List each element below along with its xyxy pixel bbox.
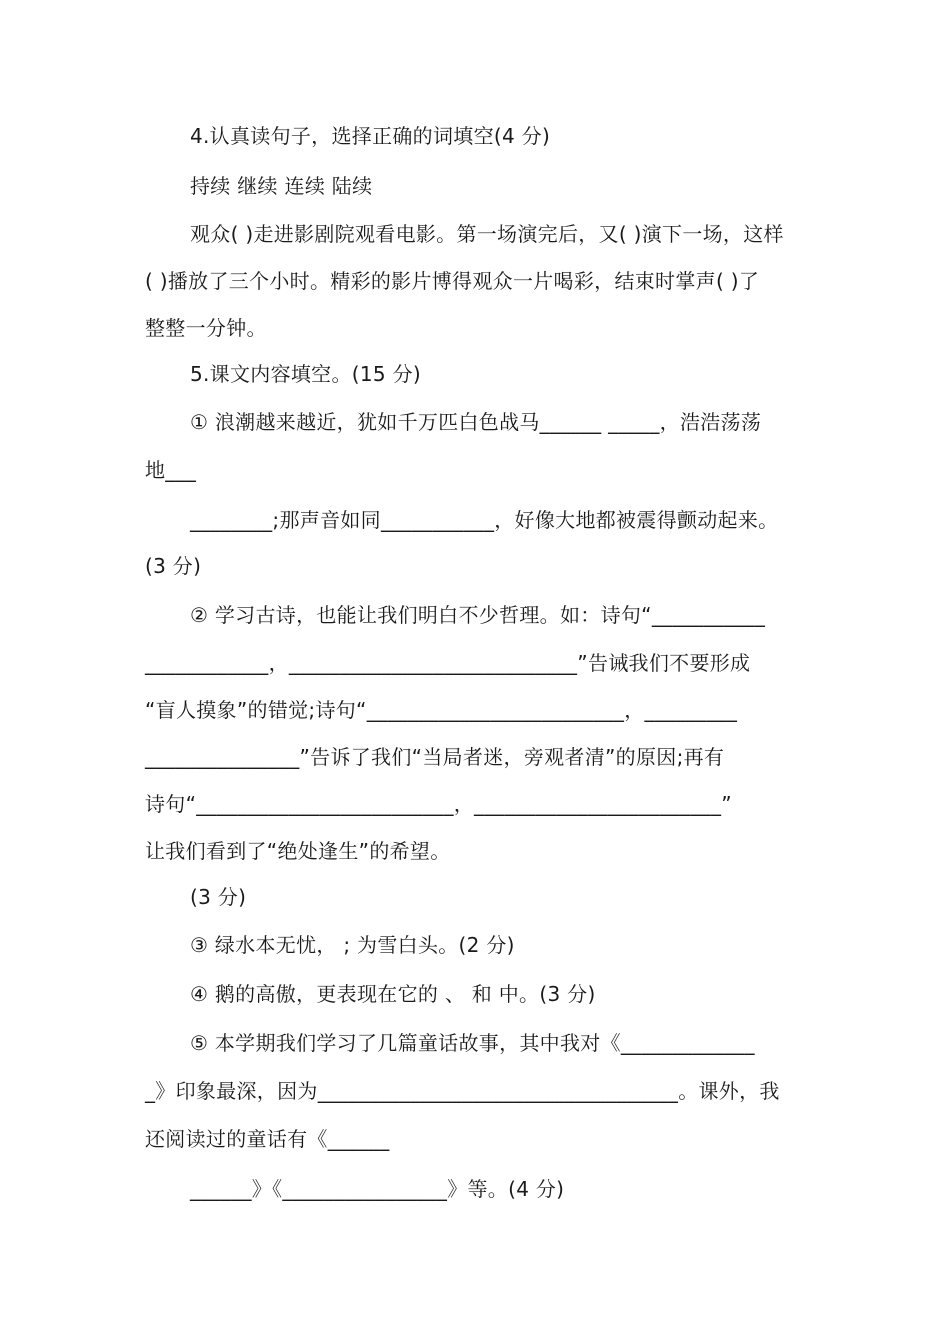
question-5-title: 5.课文内容填空。(15 分) bbox=[190, 362, 421, 386]
item-3: ③ 绿水本无忧， ; 为雪白头。(2 分) bbox=[190, 933, 515, 957]
question-4-title: 4.认真读句子，选择正确的词填空(4 分) bbox=[190, 124, 551, 148]
item-4: ④ 鹅的高傲，更表现在它的 、 和 中。(3 分) bbox=[190, 982, 596, 1006]
item-1-line-2: 地___ bbox=[145, 458, 197, 482]
passage-line-2: ( )播放了三个小时。精彩的影片博得观众一片喝彩，结束时掌声( )了 bbox=[145, 269, 760, 293]
item-2-line-4: _______________”告诉了我们“当局者迷，旁观者清”的原因;再有 bbox=[145, 745, 725, 769]
passage-line-3: 整整一分钟。 bbox=[145, 316, 267, 340]
item-1-line-1: ① 浪潮越来越近，犹如千万匹白色战马______ _____，浩浩荡荡 bbox=[190, 410, 762, 434]
item-1-score: (3 分) bbox=[145, 554, 202, 578]
item-5-line-1: ⑤ 本学期我们学习了几篇童话故事，其中我对《_____________ bbox=[190, 1031, 755, 1055]
item-2-line-3: “盲人摸象”的错觉;诗句“_________________________，_________ bbox=[145, 698, 738, 722]
item-2-line-6: 让我们看到了“绝处逢生”的希望。 bbox=[145, 839, 451, 863]
item-2-score: (3 分) bbox=[190, 885, 247, 909]
item-5-line-4: ______》《________________》等。(4 分) bbox=[190, 1177, 565, 1201]
passage-line-1: 观众( )走进影剧院观看电影。第一场演完后，又( )演下一场，这样 bbox=[190, 222, 784, 246]
item-5-line-2: _》印象最深，因为___________________________________。课外，我 bbox=[145, 1079, 780, 1103]
item-2-line-2: ____________，____________________________”告诫我们不要形成 bbox=[145, 651, 751, 675]
item-5-line-3: 还阅读过的童话有《______ bbox=[145, 1127, 390, 1151]
item-2-line-1: ② 学习古诗，也能让我们明白不少哲理。如：诗句“___________ bbox=[190, 603, 766, 627]
item-1-line-3: ________;那声音如同___________，好像大地都被震得颤动起来。 bbox=[190, 508, 779, 532]
item-2-line-5: 诗句“_________________________，________________________” bbox=[145, 792, 732, 816]
word-choices: 持续 继续 连续 陆续 bbox=[190, 174, 373, 198]
